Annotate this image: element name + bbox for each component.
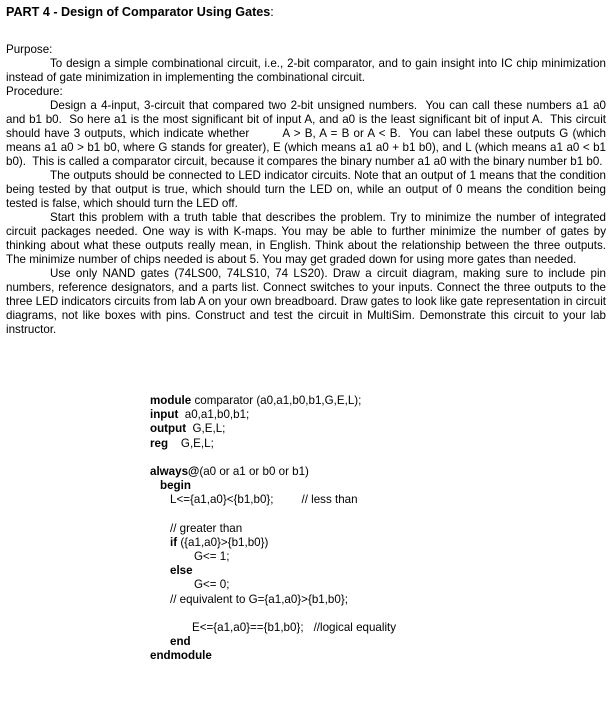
code-line-less	[150, 493, 570, 507]
code-line-if	[150, 536, 570, 550]
keyword-if: if	[170, 535, 178, 549]
keyword-output: output	[150, 422, 187, 436]
keyword-begin: begin	[160, 479, 191, 493]
code-line-output	[150, 422, 570, 436]
code-line-begin	[150, 479, 570, 493]
g-one-statement: G<= 1;	[194, 550, 230, 564]
if-condition: ({a1,a0}>{b1,b0})	[177, 535, 269, 549]
procedure-label: Procedure:	[6, 85, 63, 98]
code-line-g-one	[150, 550, 570, 564]
verilog-code-block	[150, 394, 570, 664]
section-title-text: PART 4 - Design of Comparator Using Gates	[6, 5, 271, 19]
keyword-module: module	[150, 394, 192, 407]
code-line-end	[150, 635, 570, 649]
equality-statement: E<={a1,a0}=={b1,b0};	[192, 621, 304, 634]
code-line-module	[150, 394, 570, 408]
equiv-comment: // equivalent to G={a1,a0}>{b1,b0};	[170, 592, 348, 606]
section-title-colon: :	[270, 5, 274, 19]
module-signature: comparator (a0,a1,b0,b1,G,E,L);	[191, 394, 362, 407]
code-line-greater-comment	[150, 522, 570, 536]
procedure-paragraph-4: Use only NAND gates (74LS00, 74LS10, 74 LS20). Draw a circuit diagram, making sure to include pin numbers, reference designators, and a parts list. Connect switches to your inputs. Connect the three outputs to the three LED indicators circuits from lab A on your own breadboard. Draw gates to look like gate representation in circuit diagrams, not like boxes with pins. Construct and test the circuit in MultiSim. Demonstrate this circuit to your lab instructor.	[6, 267, 606, 336]
procedure-paragraph-3: Start this problem with a truth table that describes the problem. Try to minimize the number of integrated circuit packages needed. One way is with K-maps. You may be able to further minimize the number of gates by thinking about what these outputs really mean, in English. Think about the relationship between the three outputs. The minimize number of chips needed is about 5. You may get graded down for using more gates than needed.	[6, 211, 606, 266]
sensitivity-list: (a0 or a1 or b0 or b1)	[199, 464, 309, 478]
document-page	[6, 4, 610, 337]
code-line-g-zero	[150, 578, 570, 592]
keyword-end: end	[170, 635, 191, 649]
equality-comment: //logical equality	[313, 621, 397, 634]
section-title	[6, 4, 606, 20]
procedure-paragraph-2: The outputs should be connected to LED indicator circuits. Note that an output of 1 means that the condition being tested by that output is true, which should turn the LED on, while an output of 0 means the condition being tested is false, which should turn the LED off.	[6, 169, 606, 210]
less-comment: // less than	[301, 493, 358, 507]
keyword-else: else	[170, 564, 193, 578]
output-list: G,E,L;	[186, 422, 226, 436]
purpose-label: Purpose:	[6, 43, 53, 56]
code-line-always	[150, 465, 570, 479]
g-zero-statement: G<= 0;	[194, 578, 230, 592]
code-line-reg	[150, 437, 570, 451]
keyword-input: input	[150, 408, 179, 422]
less-statement: L<={a1,a0}<{b1,b0};	[170, 493, 274, 507]
keyword-always: always@	[150, 464, 200, 478]
code-line-input	[150, 408, 570, 422]
code-line-equality	[150, 621, 570, 635]
code-line-equiv-comment	[150, 593, 570, 607]
purpose-text: To design a simple combinational circuit, i.e., 2-bit comparator, and to gain insight into IC chip minimization instead of gate minimization in implementing the combinational circuit.	[6, 57, 606, 84]
greater-comment: // greater than	[170, 521, 243, 535]
input-list: a0,a1,b0,b1;	[178, 408, 250, 422]
code-line-else	[150, 564, 570, 578]
keyword-endmodule: endmodule	[150, 649, 212, 663]
keyword-reg: reg	[150, 436, 169, 450]
reg-list: G,E,L;	[168, 436, 214, 450]
code-line-endmodule	[150, 649, 570, 663]
procedure-paragraph-1: Design a 4-input, 3-circuit that compared two 2-bit unsigned numbers. You can call these numbers a1 a0 and b1 b0. So here a1 is the most significant bit of input A, and a0 is the least significant bit of input A. This circuit should have 3 outputs, which indicate whether A > B, A = B or A < B. You can label these outputs G (which means a1 a0 > b1 b0, where G stands for greater), E (which means a1 a0 + b1 b0), and L (which means a1 a0 < b1 b0). This is called a comparator circuit, because it compares the binary number a1 a0 with the binary number b1 b0.	[6, 99, 610, 168]
